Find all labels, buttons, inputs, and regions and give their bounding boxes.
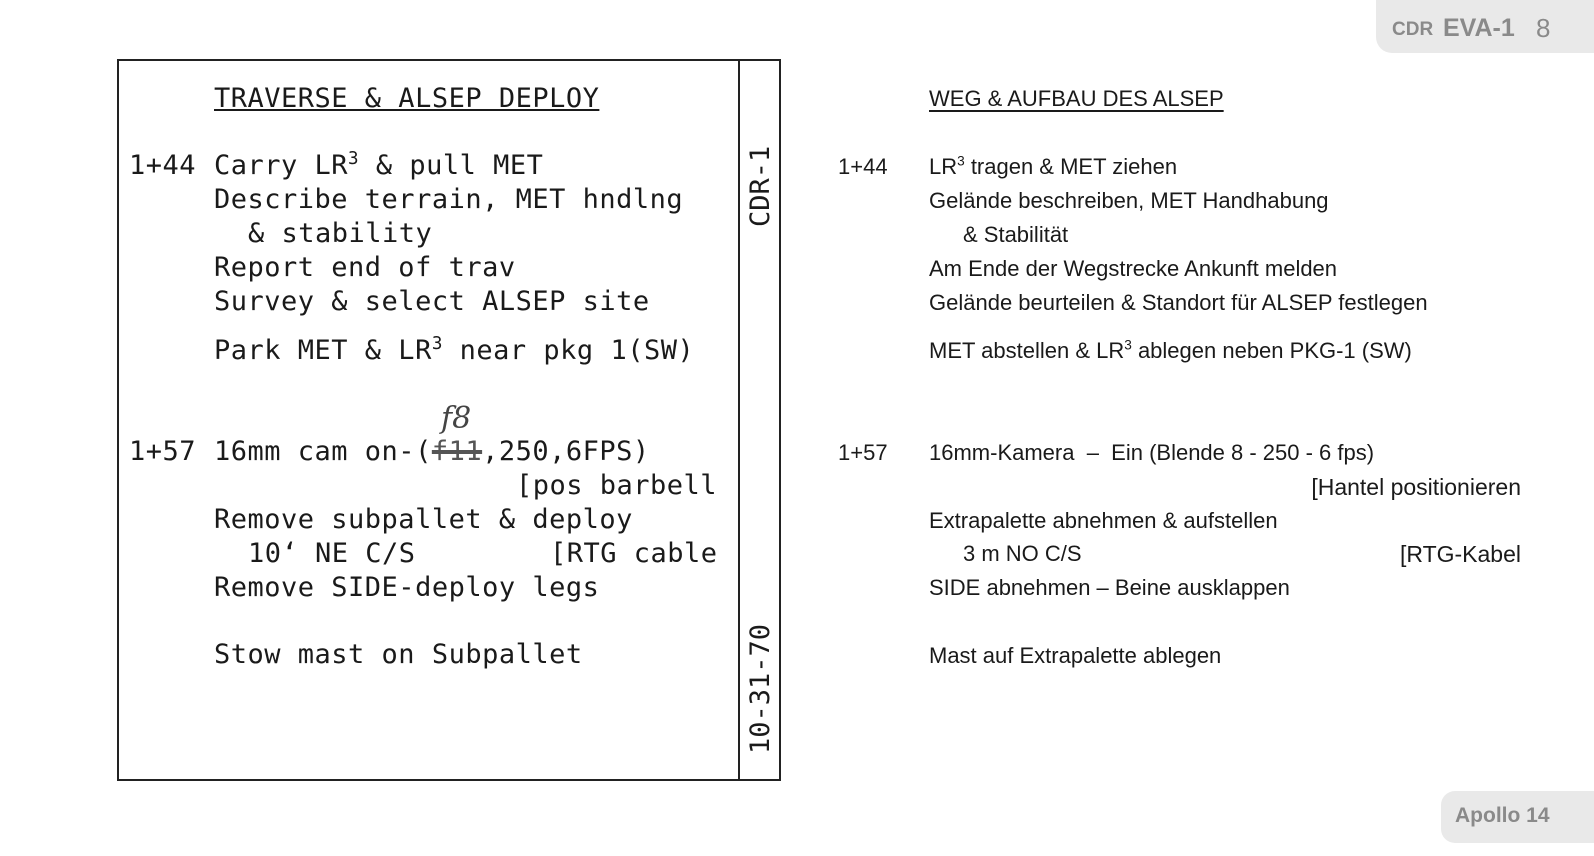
translation-line-1 <box>929 153 1178 179</box>
checklist-line-5: Survey & select ALSEP site <box>214 286 650 317</box>
checklist-card <box>117 59 781 781</box>
translation-line-5: Gelände beurteilen & Standort für ALSEP festlegen <box>929 290 1428 315</box>
translation-line-6 <box>929 337 1412 363</box>
card-divider <box>738 61 740 779</box>
translation-line-10b: [RTG-Kabel <box>1399 541 1521 567</box>
line-7-b: ,250,6FPS) <box>482 436 650 467</box>
tr-line-6-rest: ablegen neben PKG-1 (SW) <box>1131 338 1412 363</box>
checklist-title: TRAVERSE & ALSEP DEPLOY <box>214 83 600 114</box>
translation-time-1-57: 1+57 <box>838 440 888 465</box>
translation-line-2: Gelände beschreiben, MET Handhabung <box>929 188 1329 213</box>
translation-line-12: Mast auf Extrapalette ablegen <box>929 643 1222 668</box>
translation-line-8: [Hantel positionieren <box>1311 474 1521 500</box>
time-1-57: 1+57 <box>129 436 197 467</box>
struck-f11: f11 <box>431 436 483 467</box>
translation-line-7: 16mm-Kamera – Ein (Blende 8 - 250 - 6 fps) <box>929 440 1375 465</box>
checklist-line-4: Report end of trav <box>214 252 516 283</box>
line-6-text: Park MET & LR <box>214 335 432 366</box>
checklist-line-9: Remove subpallet & deploy <box>214 504 633 535</box>
line-1-text: Carry LR <box>214 150 349 181</box>
checklist-line-10b: [RTG cable <box>550 538 718 569</box>
checklist-line-10: 10‘ NE C/S <box>248 538 416 569</box>
line-6-rest: near pkg 1(SW) <box>442 335 695 366</box>
translation-line-10: 3 m NO C/S <box>963 541 1082 566</box>
header-role: CDR <box>1392 19 1434 40</box>
time-1-44: 1+44 <box>129 150 197 181</box>
page-number: 8 <box>1536 13 1551 43</box>
checklist-line-6 <box>214 334 695 366</box>
line-1-rest: & pull MET <box>359 150 544 181</box>
checklist-line-3: & stability <box>248 218 433 249</box>
translation-line-3: & Stabilität <box>963 222 1069 247</box>
checklist-line-2: Describe terrain, MET hndlng <box>214 184 684 215</box>
side-label-date: 10-31-70 <box>745 623 776 754</box>
line-7-a: 16mm cam on-( <box>214 436 432 467</box>
handwritten-f8: f8 <box>441 401 472 436</box>
header-section: EVA-1 <box>1443 14 1515 42</box>
tr-line-1-sup: 3 <box>957 153 965 169</box>
checklist-line-7 <box>214 438 650 465</box>
checklist-line-12: Stow mast on Subpallet <box>214 639 583 670</box>
checklist-line-11: Remove SIDE-deploy legs <box>214 572 600 603</box>
translation-line-9: Extrapalette abnehmen & aufstellen <box>929 508 1278 533</box>
tr-line-6-sup: 3 <box>1124 337 1132 353</box>
side-label-cdr: CDR-1 <box>745 145 776 227</box>
tr-line-1-rest: tragen & MET ziehen <box>964 154 1178 179</box>
checklist-line-1 <box>214 149 544 181</box>
checklist-line-8: [pos barbell <box>516 470 718 501</box>
translation-title: WEG & AUFBAU DES ALSEP <box>929 86 1224 111</box>
mission-label: Apollo 14 <box>1455 804 1550 827</box>
line-1-sup: 3 <box>348 149 360 169</box>
translation-line-11: SIDE abnehmen – Beine ausklappen <box>929 575 1290 600</box>
header-tab <box>1376 0 1594 53</box>
line-6-sup: 3 <box>431 334 443 354</box>
translation-line-4: Am Ende der Wegstrecke Ankunft melden <box>929 256 1338 281</box>
tr-line-6-text: MET abstellen & LR <box>929 338 1125 363</box>
tr-line-1-text: LR <box>929 154 958 179</box>
footer-tab <box>1441 791 1594 843</box>
translation-time-1-44: 1+44 <box>838 154 888 179</box>
